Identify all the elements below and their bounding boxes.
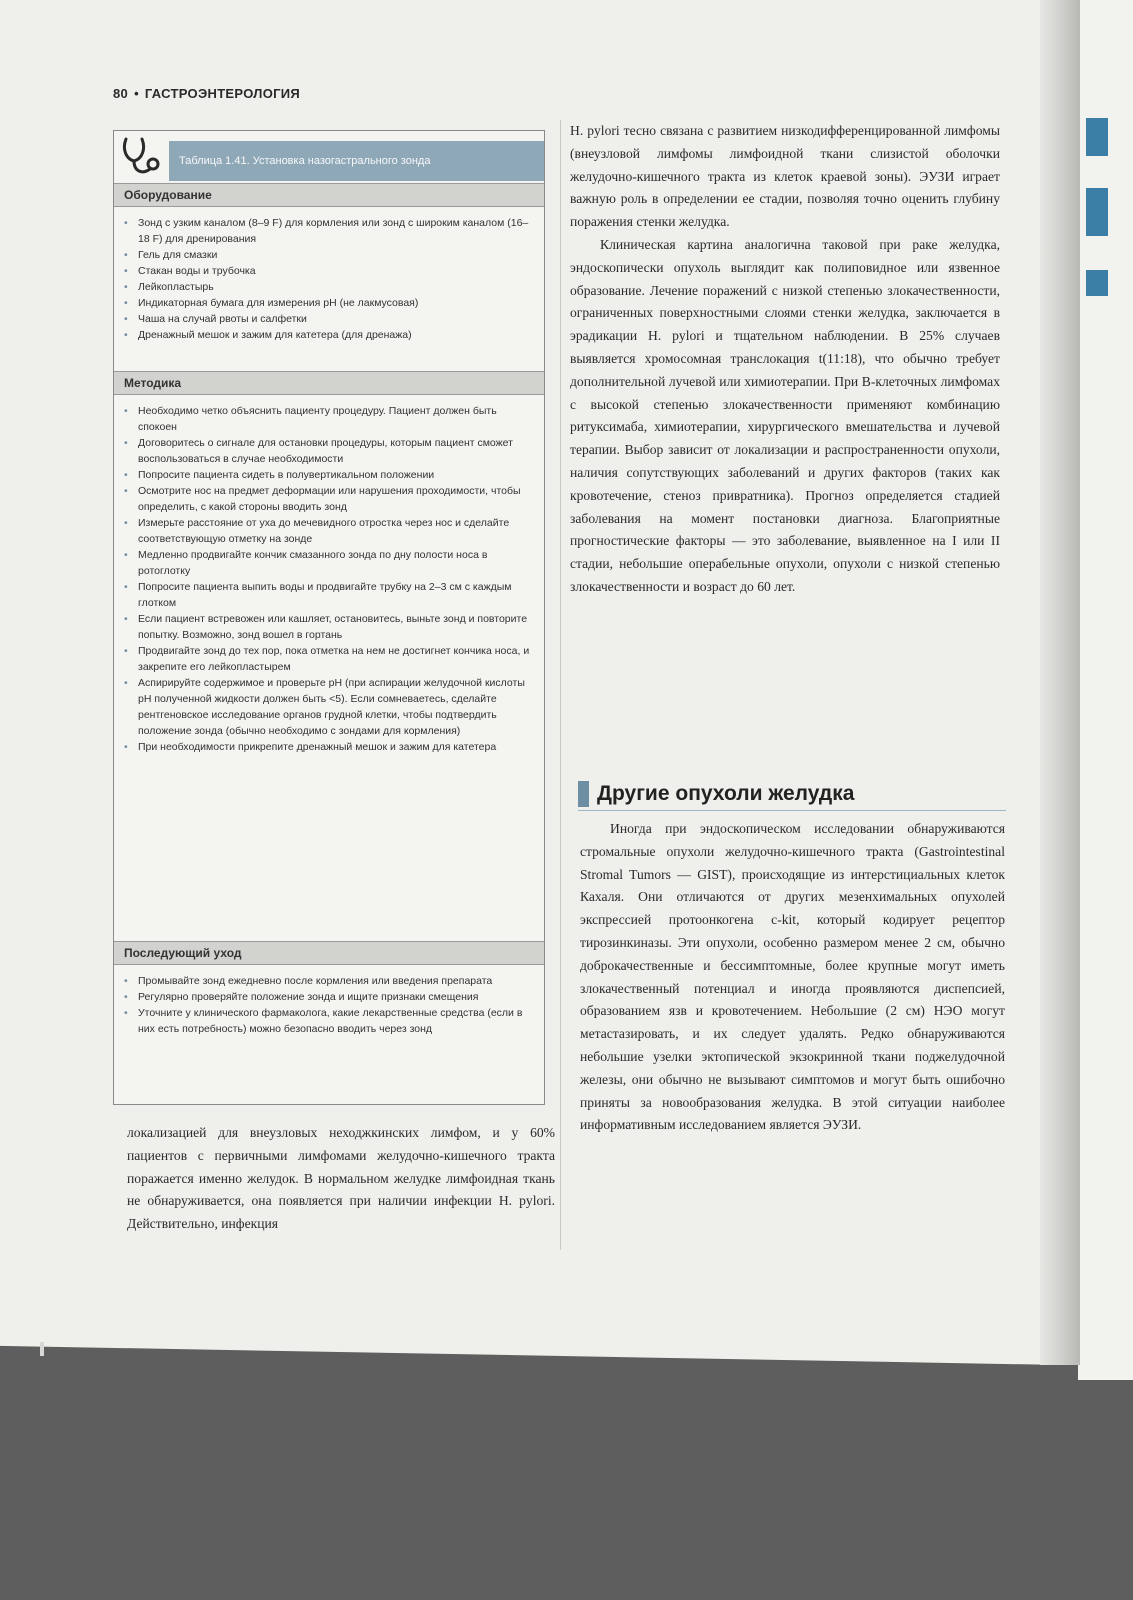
list-item: • Стакан воды и трубочка — [114, 263, 544, 279]
list-item: • При необходимости прикрепите дренажный мешок и зажим для катетера — [114, 739, 544, 755]
right-column-text — [570, 120, 1000, 599]
stethoscope-icon — [120, 135, 164, 177]
list-item: • Дренажный мешок и зажим для катетера (для дренажа) — [114, 327, 544, 343]
table-title: Таблица 1.41. Установка назогастрального зонда — [179, 155, 431, 167]
table-title-bar — [169, 141, 544, 181]
body-paragraph: H. pylori тесно связана с развитием низкодифференцированной лимфомы (внеузловой лимфомы лимфоидной ткани слизистой оболочки желудочно-кишечного тракта из клеток краевой зоны). ЭУЗИ играет важную роль в определении ее стадии, позволяя точно оценить глубину поражения стенки желудка. — [570, 123, 1000, 230]
body-paragraph: Клиническая картина аналогична таковой при раке желудка, эндоскопически опухоль выглядит как полиповидное или язвенное образование. Лечение поражений с низкой степенью злокачественности, ограниченных поверхностными слоями стенки желудка, заключается в эрадикации H. pylori и тщательном наблюдении. В 25% случаев выявляется хромосомная транслокация t(11:18), что обычно требует дополнительной лучевой или химиотерапии. При В-клеточных лимфомах с высокой степенью злокачественности применяют комбинацию ритуксимаба, химиотерапии, хирургического вмешательства и лучевой терапии. Выбор зависит от локализации и распространенности опухоли, наличия сопутствующих заболеваний и других факторов (таких как кровотечение, стеноз привратника). Прогноз определяется стадией заболевания на момент постановки диагноза. Благоприятные прогностические факторы — это заболевание, выявленное на I или II стадии, небольшие операбельные опухоли, опухоли с низкой степенью злокачественности и возраст до 60 лет. — [570, 236, 1000, 594]
adjacent-page-edge — [1078, 0, 1133, 1380]
page-number: 80 — [113, 86, 129, 101]
table-section-heading-equipment: Оборудование — [114, 183, 544, 207]
list-item: • Необходимо четко объяснить пациенту процедуру. Пациент должен быть спокоен — [114, 403, 544, 435]
section-heading-text: Другие опухоли желудка — [597, 782, 855, 805]
page-gutter — [1040, 0, 1080, 1365]
running-head-title: ГАСТРОЭНТЕРОЛОГИЯ — [144, 86, 301, 101]
table-section-heading-method: Методика — [114, 371, 544, 395]
right-column-section-text — [580, 818, 1005, 1137]
list-item: • Регулярно проверяйте положение зонда и ищите признаки смещения — [114, 989, 544, 1005]
running-head-separator: • — [134, 86, 139, 101]
list-item: • Индикаторная бумага для измерения pH (не лакмусовая) — [114, 295, 544, 311]
list-item: • Попросите пациента сидеть в полувертикальном положении — [114, 467, 544, 483]
table-1-41 — [113, 130, 545, 1105]
equipment-list — [114, 215, 544, 343]
adjacent-page-tab — [1086, 270, 1108, 296]
list-item: • Зонд с узким каналом (8–9 F) для кормления или зонд с широким каналом (16–18 F) для дренирования — [114, 215, 544, 247]
list-item: • Продвигайте зонд до тех пор, пока отметка на нем не достигнет кончика носа, и закрепите его лейкопластырем — [114, 643, 544, 675]
table-header — [114, 131, 544, 181]
table-icon-cell — [114, 131, 169, 181]
body-paragraph: локализацией для внеузловых неходжкинских лимфом, и у 60% пациентов с первичными лимфомами желудочно-кишечного тракта поражается именно желудок. В нормальном желудке лимфоидная ткань не обнаруживается, она появляется при наличии инфекции H. pylori. Действительно, инфекция — [127, 1125, 555, 1232]
adjacent-page-tab — [1086, 188, 1108, 236]
list-item: • Осмотрите нос на предмет деформации или нарушения проходимости, чтобы определить, с какой стороны вводить зонд — [114, 483, 544, 515]
list-item: • Договоритесь о сигнале для остановки процедуры, которым пациент сможет воспользоваться в случае необходимости — [114, 435, 544, 467]
column-divider — [560, 120, 561, 1250]
list-item: • Измерьте расстояние от уха до мечевидного отростка через нос и сделайте соответствующую отметку на зонде — [114, 515, 544, 547]
body-paragraph: Иногда при эндоскопическом исследовании обнаруживаются стромальные опухоли желудочно-кишечного тракта (Gastrointestinal Stromal Tumors — GIST), происходящие из интерстициальных клеток Кахаля. Они отличаются от других мезенхимальных опухолей экспрессией протоонкогена c-kit, который кодирует рецептор тирозинкиназы. Эти опухоли, особенно размером менее 2 см, обычно доброкачественные и бессимптомные, более крупные могут иметь злокачественный потенциал и иногда проявляются диспепсией, образованием язв и кровотечением. Небольшие (2 см) НЭО могут метастазировать, и их следует удалять. Редко обнаруживаются небольшие узелки эктопической экзокринной ткани поджелудочной железы, они обычно не вызывают симптомов и могут быть ошибочно приняты за новообразования желудка. В этой ситуации наиболее информативным исследованием является ЭУЗИ. — [580, 821, 1005, 1133]
list-item: • Медленно продвигайте кончик смазанного зонда по дну полости носа в ротоглотку — [114, 547, 544, 579]
list-item: • Попросите пациента выпить воды и продвигайте трубку на 2–3 см с каждым глотком — [114, 579, 544, 611]
list-item: • Если пациент встревожен или кашляет, остановитесь, выньте зонд и повторите попытку. Возможно, зонд вошел в гортань — [114, 611, 544, 643]
section-heading — [578, 778, 1006, 811]
left-column-text — [127, 1122, 555, 1236]
list-item: • Аспирируйте содержимое и проверьте pH (при аспирации желудочной кислоты pH полученной жидкости должен быть <5). Если сомневаетесь, сделайте рентгеновское исследование органов грудной клетки, чтобы подтвердить положение зонда (обычно необходимо с зондами для кормления) — [114, 675, 544, 739]
aftercare-list — [114, 973, 544, 1037]
running-head — [113, 86, 300, 101]
list-item: • Гель для смазки — [114, 247, 544, 263]
method-list — [114, 403, 544, 755]
list-item: • Уточните у клинического фармаколога, какие лекарственные средства (если в них есть потребность) можно безопасно вводить через зонд — [114, 1005, 544, 1037]
list-item: • Промывайте зонд ежедневно после кормления или введения препарата — [114, 973, 544, 989]
scan-edge-mark — [40, 1342, 44, 1356]
list-item: • Лейкопластырь — [114, 279, 544, 295]
list-item: • Чаша на случай рвоты и салфетки — [114, 311, 544, 327]
section-heading-bar — [578, 781, 589, 807]
adjacent-page-tab — [1086, 118, 1108, 156]
table-section-heading-aftercare: Последующий уход — [114, 941, 544, 965]
